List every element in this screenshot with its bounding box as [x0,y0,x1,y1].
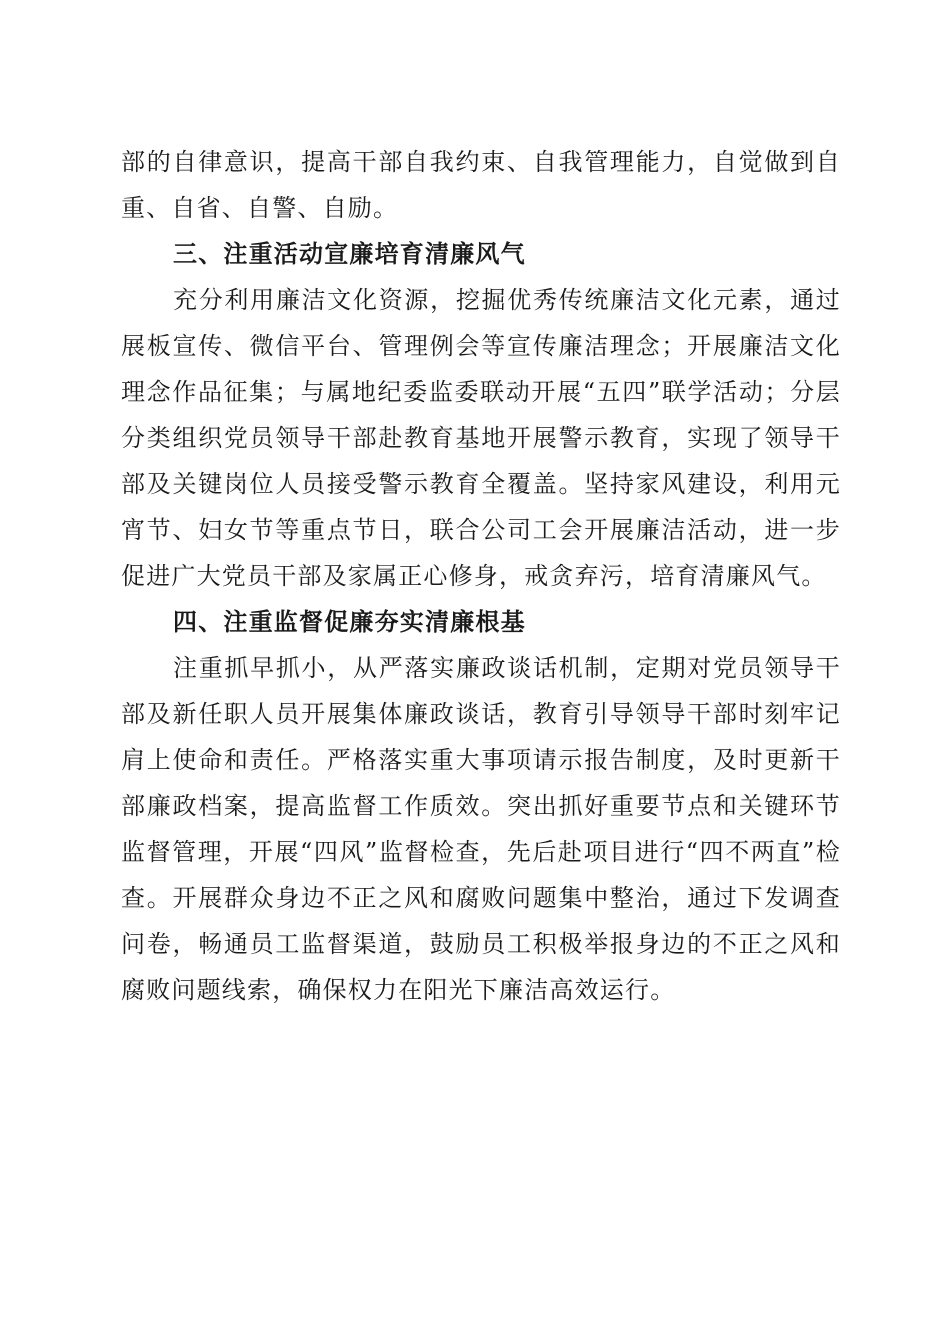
paragraph-activities: 充分利用廉洁文化资源，挖掘优秀传统廉洁文化元素，通过展板宣传、微信平台、管理例会等宣传廉洁理念；开展廉洁文化理念作品征集；与属地纪委监委联动开展“五四”联学活动；分层分类组织党员领导干部赴教育基地开展警示教育，实现了领导干部及关键岗位人员接受警示教育全覆盖。坚持家风建设，利用元宵节、妇女节等重点节日，联合公司工会开展廉洁活动，进一步促进广大党员干部及家属正心修身，戒贪弃污，培育清廉风气。 [121,286,841,590]
section-heading-three: 三、注重活动宣廉培育清廉风气 [173,240,526,268]
paragraph-supervision: 注重抓早抓小，从严落实廉政谈话机制，定期对党员领导干部及新任职人员开展集体廉政谈话，教育引导领导干部时刻牢记肩上使命和责任。严格落实重大事项请示报告制度，及时更新干部廉政档案，提高监督工作质效。突出抓好重要节点和关键环节监督管理，开展“四风”监督检查，先后赴项目进行“四不两直”检查。开展群众身边不正之风和腐败问题集中整治，通过下发调查问卷，畅通员工监督渠道，鼓励员工积极举报身边的不正之风和腐败问题线索，确保权力在阳光下廉洁高效运行。 [121,654,841,1004]
document-body [121,139,841,1013]
section-heading-four: 四、注重监督促廉夯实清廉根基 [173,608,526,636]
paragraph-continuation: 部的自律意识，提高干部自我约束、自我管理能力，自觉做到自重、自省、自警、自励。 [121,148,841,222]
